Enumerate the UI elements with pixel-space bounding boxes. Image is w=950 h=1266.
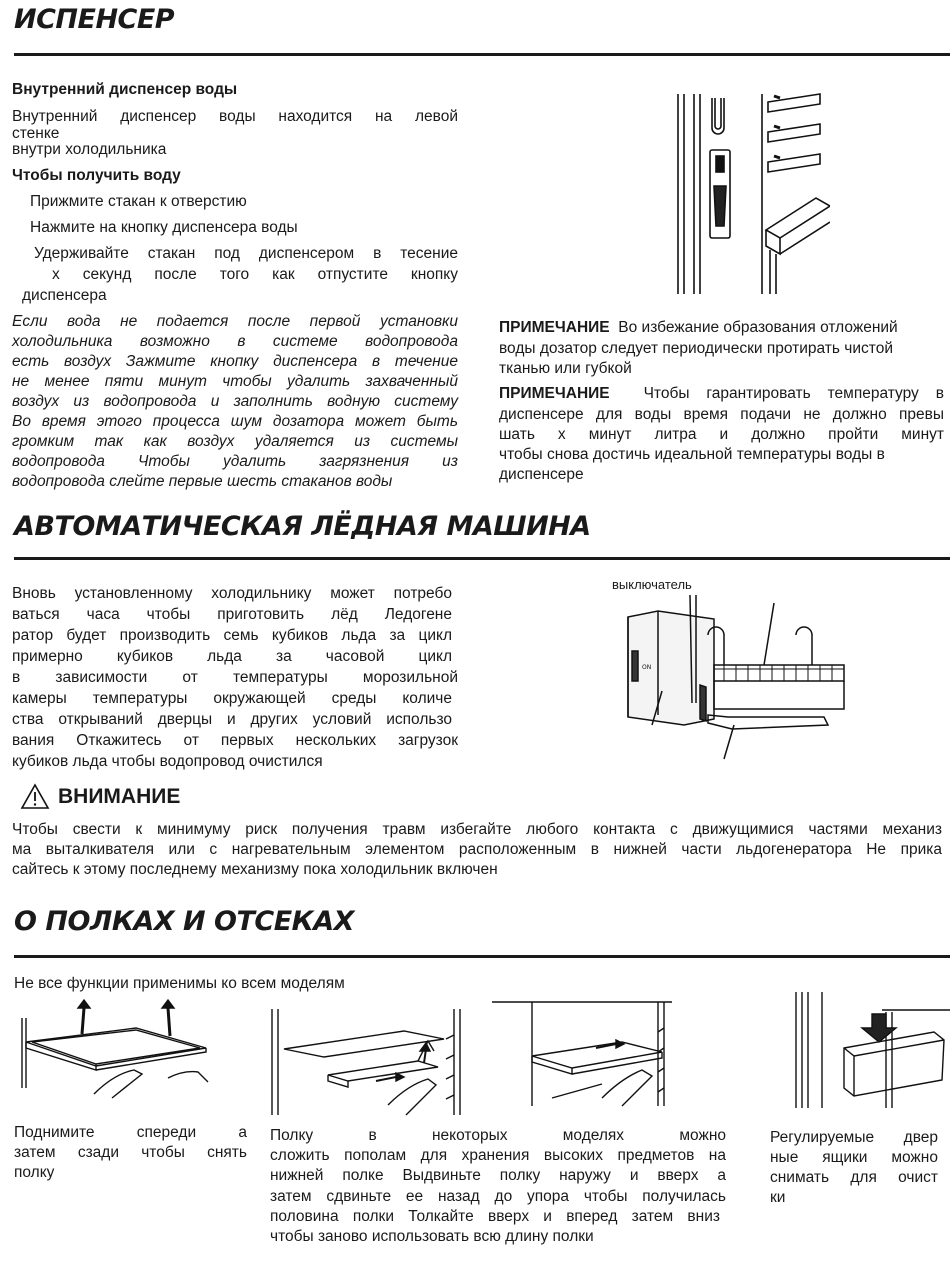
warning-title-text: ВНИМАНИЕ xyxy=(58,784,181,808)
caption2-line: затем сдвиньте ее назад до упора чтобы получилась xyxy=(270,1188,726,1205)
caption2-line: чтобы заново использовать всю длину полки xyxy=(270,1228,594,1245)
ice-line: ства открываний дверцы и других условий использо xyxy=(12,711,452,728)
note2-line-1 xyxy=(499,383,944,404)
step-3b: х секунд после того как отпустите кнопку xyxy=(52,266,458,283)
warning-line: Чтобы свести к минимуму риск получения травм избегайте любого контакта с движущимися частями механиз xyxy=(12,821,942,838)
warning-line: ма выталкивателя или с нагревательным элементом расположенным в нижней части льдогенератора Не прика xyxy=(12,841,942,858)
caption3-line: снимать для очист xyxy=(770,1169,938,1186)
section-title-shelves: О ПОЛКАХ И ОТСЕКАХ xyxy=(14,906,354,937)
ice-line: вания Откажитесь от первых нескольких загрузок xyxy=(12,732,458,749)
caption2-line: половина полки Толкайте вверх и вперед затем вниз xyxy=(270,1208,720,1225)
door-bin-illustration xyxy=(792,990,950,1110)
italic-line: есть воздух Зажмите кнопку диспенсера в течение xyxy=(12,353,458,370)
note2-text: Чтобы гарантировать температуру в xyxy=(643,385,944,402)
italic-line: Во время этого процесса шум дозатора может быть xyxy=(12,413,458,430)
warning-icon xyxy=(20,783,50,810)
italic-line: водопровода слейте первые шесть стаканов воды xyxy=(12,473,393,490)
note2-label: ПРИМЕЧАНИЕ xyxy=(499,385,610,402)
italic-line: не менее пяти минут чтобы удалить захваченный xyxy=(12,373,458,390)
ice-maker-illustration xyxy=(612,595,852,760)
step-1: Прижмите стакан к отверстию xyxy=(30,193,247,210)
italic-line: громким так как воздух удаляется из системы xyxy=(12,433,458,450)
step-2: Нажмите на кнопку диспенсера воды xyxy=(30,219,298,236)
ice-line: в зависимости от температуры морозильной xyxy=(12,669,458,686)
ice-line: Вновь установленному холодильнику может потребо xyxy=(12,585,452,602)
warning-title xyxy=(20,783,180,810)
section-divider xyxy=(14,557,950,560)
caption2-line: сложить пополам для хранения высоких предметов на xyxy=(270,1147,726,1164)
italic-line: Если вода не подается после первой установки xyxy=(12,313,458,330)
caption3-line: ки xyxy=(770,1189,786,1206)
note2-line-5: диспенсере xyxy=(499,466,584,483)
ice-line: кубиков льда чтобы водопровод очистился xyxy=(12,753,323,770)
ice-line: примерно кубиков льда за часовой цикл xyxy=(12,648,452,665)
italic-line: холодильника возможно в системе водопровода xyxy=(12,333,458,350)
step-3a: Удерживайте стакан под диспенсером в тесение xyxy=(34,245,458,262)
section-title-ice-maker: АВТОМАТИЧЕСКАЯ ЛЁДНАЯ МАШИНА xyxy=(14,511,591,542)
caption1-line: Поднимите спереди а xyxy=(14,1124,247,1141)
section-divider xyxy=(14,53,950,56)
note1-label: ПРИМЕЧАНИЕ xyxy=(499,319,610,336)
warning-line: сайтесь к этому последнему механизму пока холодильник включен xyxy=(12,861,498,878)
svg-text:ON: ON xyxy=(642,664,652,671)
step-3c: диспенсера xyxy=(22,287,107,304)
italic-line: водопровода Чтобы удалить загрязнения из xyxy=(12,453,458,470)
ice-line: ратор будет производить семь кубиков льда за цикл xyxy=(12,627,452,644)
note1-text: Во избежание образования отложений xyxy=(618,319,898,336)
get-water-heading: Чтобы получить воду xyxy=(12,167,181,184)
internal-dispenser-heading: Внутренний диспенсер воды xyxy=(12,81,238,98)
caption1-line: полку xyxy=(14,1164,55,1181)
ice-line: ваться часа чтобы приготовить лёд Ледогене xyxy=(12,606,452,623)
section-title-dispenser: ИСПЕНСЕР xyxy=(14,4,175,35)
caption1-line: затем сзади чтобы снять xyxy=(14,1144,247,1161)
caption3-line: ные ящики можно xyxy=(770,1149,938,1166)
note1-line-3: тканью или губкой xyxy=(499,360,632,377)
shelves-intro: Не все функции применимы ко всем моделям xyxy=(14,975,345,992)
caption2-line: Полку в некоторых моделях можно xyxy=(270,1127,726,1144)
note2-line-3: шать х минут литра и должно пройти минут xyxy=(499,426,944,443)
note1-line-2: воды дозатор следует периодически протирать чистой xyxy=(499,340,893,357)
section-divider xyxy=(14,955,950,958)
internal-dispenser-text-2: стенке xyxy=(12,125,60,142)
shelf-fold-illustration-b xyxy=(492,998,682,1108)
shelf-fold-illustration-a xyxy=(268,1005,468,1120)
note1-line-1 xyxy=(499,317,944,338)
internal-dispenser-text-3: внутри холодильника xyxy=(12,141,167,158)
ice-line: камеры температуры окружающей среды количе xyxy=(12,690,452,707)
note2-line-4: чтобы снова достичь идеальной температуры воды в xyxy=(499,446,885,463)
caption3-line: Регулируемые двер xyxy=(770,1129,938,1146)
dispenser-illustration xyxy=(670,90,830,300)
italic-line: воздух из водопровода и заполнить водную систему xyxy=(12,393,458,410)
internal-dispenser-text-1: Внутренний диспенсер воды находится на левой xyxy=(12,108,458,125)
switch-label: выключатель xyxy=(612,577,692,592)
note2-line-2: диспенсере для воды время подачи не должно превы xyxy=(499,406,944,423)
caption2-line: нижней полке Выдвиньте полку наружу и вверх а xyxy=(270,1167,726,1184)
shelf-remove-illustration xyxy=(18,998,218,1108)
